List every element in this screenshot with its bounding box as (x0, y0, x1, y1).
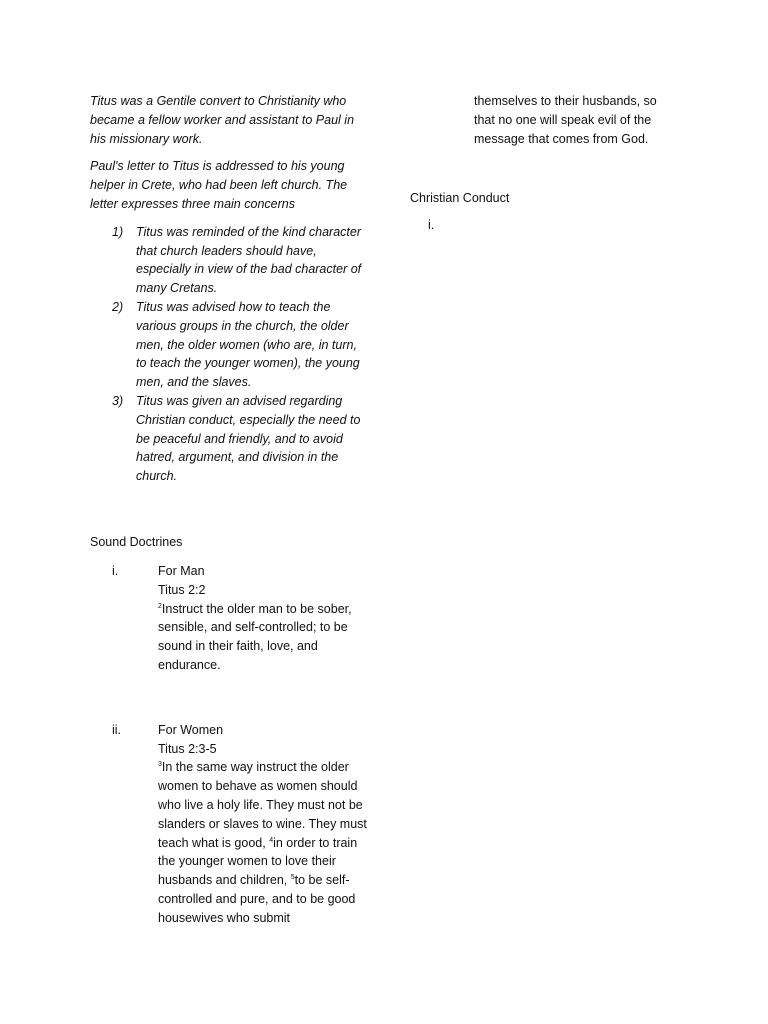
christian-conduct-heading: Christian Conduct (410, 191, 510, 206)
section-title: For Man (158, 563, 205, 578)
verse-number: 3 (158, 761, 162, 769)
section-for-women (90, 721, 370, 928)
intro-paragraph-1: Titus was a Gentile convert to Christianity who became a fellow worker and assistant to Paul in his missionary work. (90, 94, 355, 146)
left-column (90, 92, 370, 927)
list-item (90, 298, 370, 392)
verse-text: In the same way instruct the older women to behave as women should who live a holy life. They must not be slanders or slaves to wine. They must teach what is good, (158, 760, 367, 850)
scripture-text (158, 600, 370, 675)
sound-doctrines-heading: Sound Doctrines (90, 534, 183, 549)
intro-paragraph-2: Paul's letter to Titus is addressed to his young helper in Crete, who had been left church. The letter expresses three main concerns (90, 159, 348, 211)
section-numeral: i. (112, 563, 119, 578)
concerns-list (90, 223, 370, 486)
list-number: 3) (112, 393, 124, 408)
scripture-reference: Titus 2:2 (158, 582, 206, 597)
list-text: Titus was advised how to teach the various groups in the church, the older men, the older women (who are, in turn, to teach the younger women), the young men, and the slaves. (136, 299, 360, 390)
verse-number: 2 (158, 602, 162, 610)
right-column (410, 92, 680, 235)
list-text: Titus was reminded of the kind character that church leaders should have, especially in view of the bad character of many Cretans. (136, 224, 362, 296)
list-text: Titus was given an advised regarding Christian conduct, especially the need to be peaceful and friendly, and to avoid hatred, argument, and division in the church. (136, 393, 361, 484)
scripture-text (158, 758, 370, 927)
list-number: 2) (112, 299, 124, 314)
list-number: 1) (112, 224, 124, 239)
list-item (90, 223, 370, 298)
section-numeral: ii. (112, 722, 122, 737)
verse-number: 4 (269, 836, 274, 844)
section-for-man (90, 562, 370, 675)
list-item (90, 392, 370, 486)
section-numeral: i. (428, 218, 435, 233)
section-title: For Women (158, 722, 224, 737)
verse-text: to be self-controlled and pure, and to be good housewives who submit (158, 873, 356, 925)
conduct-item (410, 216, 680, 235)
scripture-reference: Titus 2:3-5 (158, 741, 217, 756)
verse-number: 5 (290, 873, 295, 881)
verse-text: in order to train the younger women to love their husbands and children, (158, 835, 358, 888)
verse-text: Instruct the older man to be sober, sensible, and self-controlled; to be sound in their faith, love, and endurance. (158, 601, 352, 672)
scripture-continuation: themselves to their husbands, so that no one will speak evil of the message that comes from God. (474, 94, 657, 146)
